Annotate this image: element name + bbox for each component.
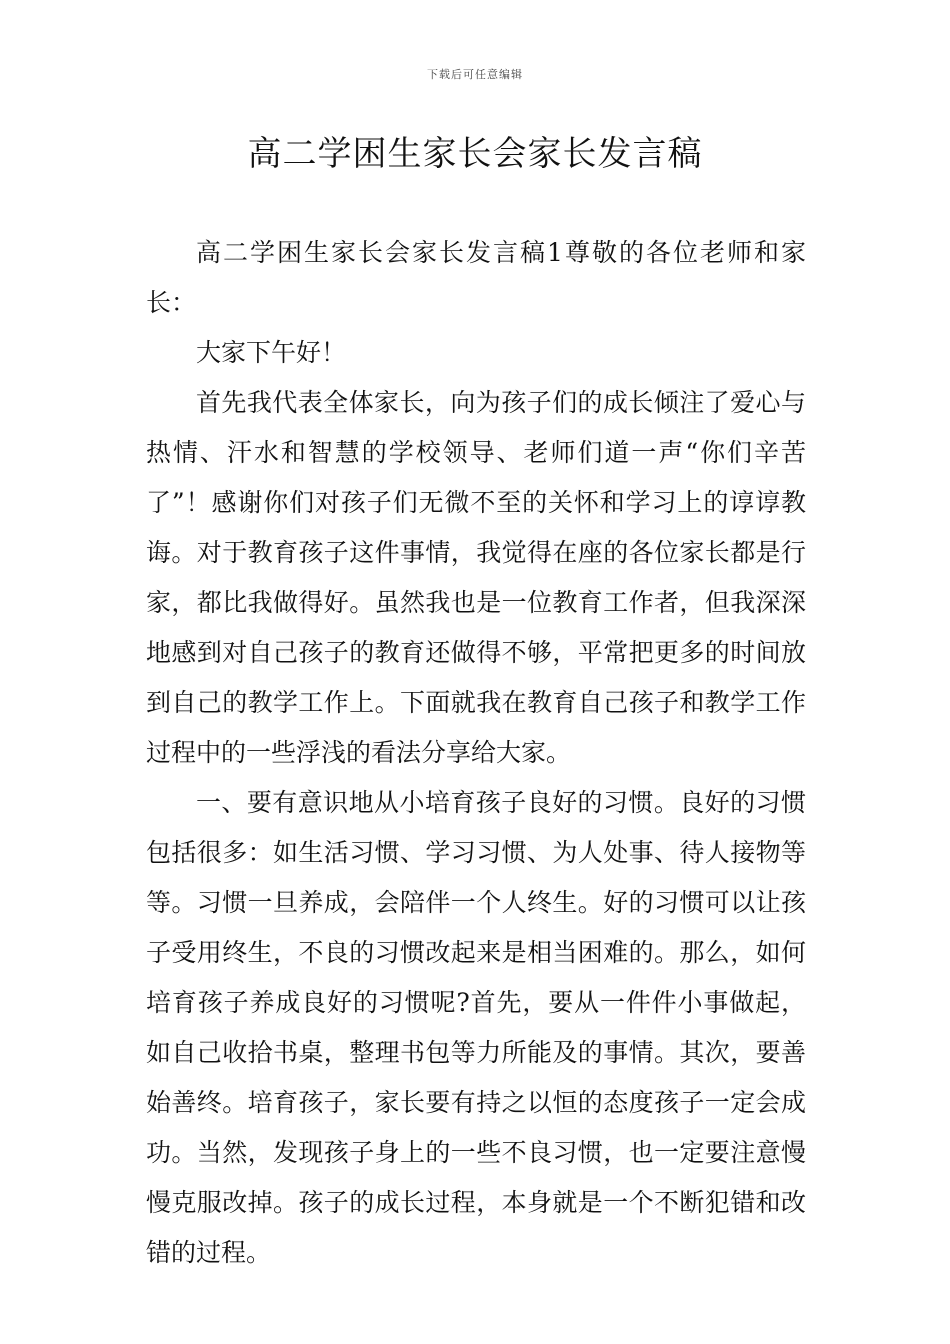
header-note: 下载后可任意编辑 <box>427 68 523 81</box>
document-body <box>146 228 806 1278</box>
paragraph-habits: 一、要有意识地从小培育孩子良好的习惯。良好的习惯包括很多：如生活习惯、学习习惯、为人处事、待人接物等等。习惯一旦养成，会陪伴一个人终生。好的习惯可以让孩子受用终生，不良的习惯改起来是相当困难的。那么，如何培育孩子养成良好的习惯呢?首先，要从一件件小事做起，如自己收拾书桌，整理书包等力所能及的事情。其次，要善始善终。培育孩子，家长要有持之以恒的态度孩子一定会成功。当然，发现孩子身上的一些不良习惯，也一定要注意慢慢克服改掉。孩子的成长过程，本身就是一个不断犯错和改错的过程。 <box>146 788 806 1267</box>
paragraph-thanks: 首先我代表全体家长，向为孩子们的成长倾注了爱心与热情、汗水和智慧的学校领导、老师们道一声“你们辛苦了”！感谢你们对孩子们无微不至的关怀和学习上的谆谆教诲。对于教育孩子这件事情，我觉得在座的各位家长都是行家，都比我做得好。虽然我也是一位教育工作者，但我深深地感到对自己孩子的教育还做得不够，平常把更多的时间放到自己的教学工作上。下面就我在教育自己孩子和教学工作过程中的一些浮浅的看法分享给大家。 <box>146 388 806 767</box>
document-title: 高二学困生家长会家长发言稿 <box>247 134 703 174</box>
paragraph-salutation: 大家下午好！ <box>196 338 347 367</box>
paragraph-greeting-line: 高二学困生家长会家长发言稿1尊敬的各位老师和家长： <box>146 238 806 317</box>
